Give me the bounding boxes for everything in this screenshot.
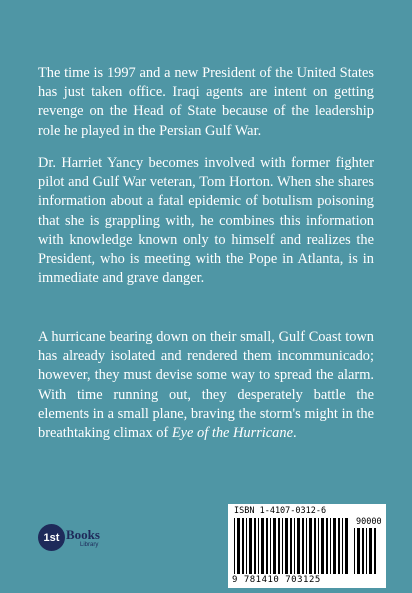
barcode-bar bbox=[362, 528, 364, 574]
publisher-logo bbox=[38, 524, 118, 552]
book-title: Eye of the Hurricane bbox=[171, 425, 293, 442]
blurb-paragraph-2: Dr. Harriet Yancy becomes involved with former fighter pilot and Gulf War veteran, Tom Horton. When she shares information about a fatal epidemic of botulism poisoning that she is grappling with, he combines this information with knowledge known only to himself and realizes the President, who is meeting with the Pope in Atlanta, is in immediate and grave danger. bbox=[38, 155, 374, 287]
barcode-bar bbox=[306, 518, 307, 574]
barcode-bar bbox=[297, 518, 300, 574]
barcode-bar bbox=[242, 518, 244, 574]
barcode-bar bbox=[285, 518, 288, 574]
blurb-paragraph-1: The time is 1997 and a new President of the United States has just taken office. Iraqi agents are intent on getting revenge on the Head of State because of the leadership role he played in the Persian Gulf War. bbox=[38, 65, 374, 139]
barcode-bar bbox=[345, 518, 348, 574]
barcode-bar bbox=[354, 528, 355, 574]
addon-barcode-bars bbox=[354, 528, 382, 574]
publisher-logo-sub: Library bbox=[80, 542, 99, 548]
barcode-bar bbox=[333, 518, 336, 574]
barcode-bar bbox=[249, 518, 252, 574]
barcode-bar bbox=[321, 518, 324, 574]
barcode-bar bbox=[294, 518, 295, 574]
barcode-bar bbox=[330, 518, 331, 574]
barcode-bar bbox=[282, 518, 283, 574]
barcode-bar bbox=[237, 518, 240, 574]
publisher-logo-badge: 1st bbox=[38, 524, 65, 551]
barcode-bar bbox=[342, 518, 343, 574]
barcode-bar bbox=[290, 518, 292, 574]
isbn-label: ISBN 1-4107-0312-6 bbox=[234, 506, 327, 516]
blurb-paragraph-3-end: . bbox=[292, 425, 297, 442]
barcode-bar bbox=[366, 528, 367, 574]
barcode-bar bbox=[273, 518, 276, 574]
barcode-bar bbox=[314, 518, 316, 574]
ean-digits: 9 781410 703125 bbox=[232, 575, 321, 585]
barcode-bar bbox=[270, 518, 271, 574]
barcode-addon-digits: 90000 bbox=[356, 517, 382, 527]
barcode-bar bbox=[302, 518, 304, 574]
publisher-logo-name: Books bbox=[66, 527, 100, 542]
blurb-paragraph-3 bbox=[38, 328, 374, 443]
barcode-bar bbox=[326, 518, 328, 574]
barcode-bar bbox=[338, 518, 340, 574]
barcode-bar bbox=[309, 518, 312, 574]
barcode-bar bbox=[318, 518, 319, 574]
barcode-bar bbox=[258, 518, 259, 574]
barcode-bar bbox=[278, 518, 280, 574]
blurb-paragraph-3-text: A hurricane bearing down on their small, Gulf Coast town has already isolated and rendered them incommunicado; however, they must devise some way to spread the alarm. With time running out, they desperately battle the elements in a small plane, braving the storm's might in the breathtaking climax of bbox=[38, 329, 374, 442]
barcode-bar bbox=[374, 528, 376, 574]
barcode bbox=[228, 504, 386, 588]
barcode-bar bbox=[357, 528, 360, 574]
barcode-bar bbox=[369, 528, 372, 574]
barcode-bar bbox=[246, 518, 247, 574]
barcode-bar bbox=[254, 518, 256, 574]
barcode-bar bbox=[261, 518, 264, 574]
barcode-bar bbox=[234, 518, 235, 574]
ean-barcode-bars bbox=[234, 518, 352, 574]
barcode-bar bbox=[266, 518, 268, 574]
